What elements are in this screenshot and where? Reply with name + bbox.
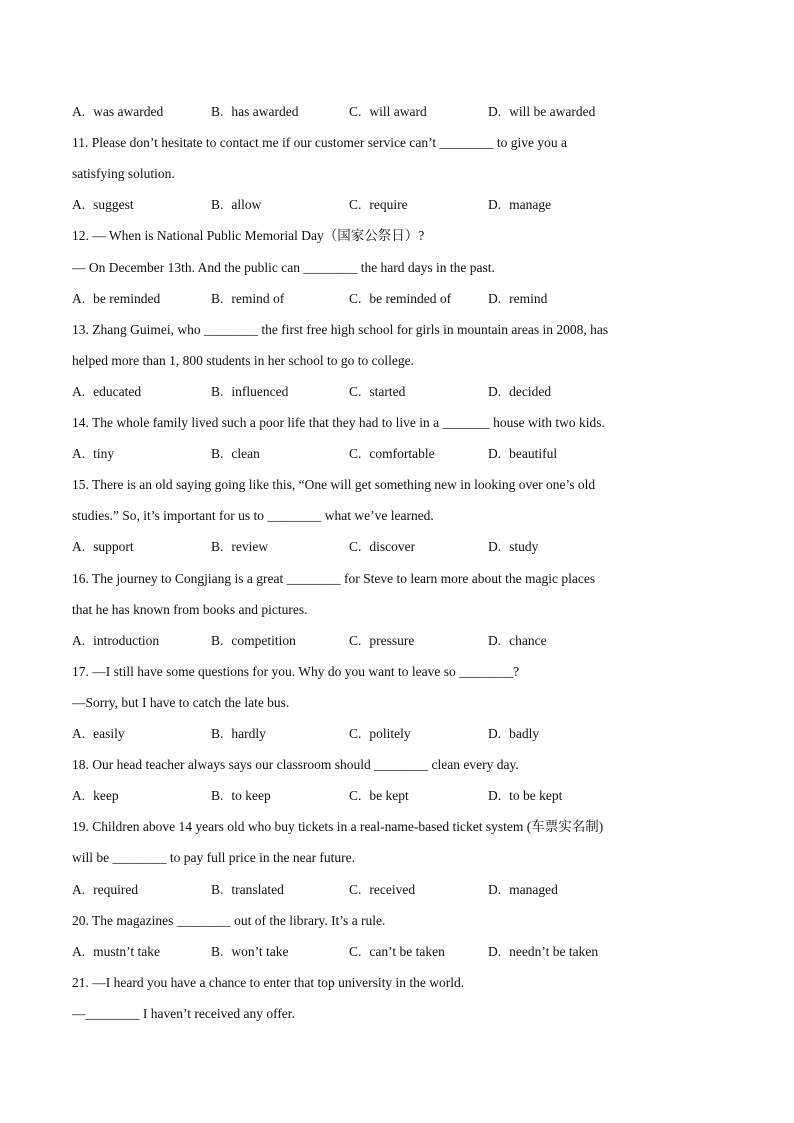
- option-c: [349, 725, 411, 743]
- option-d: [488, 881, 558, 899]
- option-a: [72, 943, 160, 961]
- option-text: review: [231, 539, 269, 555]
- option-letter: D.: [488, 197, 502, 213]
- option-text: support: [93, 539, 134, 555]
- option-letter: D.: [488, 539, 502, 555]
- option-text: be reminded of: [369, 290, 452, 306]
- option-letter: A.: [72, 104, 86, 119]
- option-b: [211, 196, 261, 214]
- option-b: [211, 538, 268, 556]
- option-d: [488, 787, 562, 805]
- option-c: [349, 632, 414, 650]
- option-letter: D.: [488, 726, 502, 741]
- options-row: [72, 383, 724, 401]
- option-text: mustn’t take: [93, 943, 160, 959]
- option-letter: B.: [211, 539, 224, 555]
- option-letter: C.: [349, 632, 362, 648]
- option-text: needn’t be taken: [509, 943, 599, 959]
- option-text: influenced: [231, 383, 289, 399]
- option-letter: D.: [488, 290, 502, 306]
- option-letter: D.: [488, 788, 502, 804]
- option-letter: C.: [349, 539, 362, 555]
- option-text: remind of: [231, 290, 285, 306]
- question-text-line: — On December 13th. And the public can ________ the hard days in the past.: [72, 259, 495, 275]
- option-b: [211, 787, 271, 805]
- option-text: manage: [509, 197, 552, 213]
- option-letter: D.: [488, 383, 502, 399]
- option-letter: B.: [211, 726, 224, 741]
- option-letter: C.: [349, 726, 362, 741]
- option-letter: B.: [211, 104, 224, 119]
- option-c: [349, 445, 435, 463]
- option-text: be reminded: [93, 290, 161, 306]
- option-a: [72, 196, 134, 214]
- question-text-line: 18. Our head teacher always says our classroom should ________ clean every day.: [72, 757, 519, 773]
- option-b: [211, 103, 298, 121]
- option-text: suggest: [93, 197, 134, 213]
- option-c: [349, 943, 445, 961]
- question-text-line: satisfying solution.: [72, 166, 175, 182]
- question-text-line: that he has known from books and pictures.: [72, 601, 308, 617]
- question-text-line: studies.” So, it’s important for us to ________ what we’ve learned.: [72, 508, 434, 524]
- question-text-line: 20. The magazines ________ out of the library. It’s a rule.: [72, 912, 386, 928]
- option-letter: D.: [488, 632, 502, 648]
- option-text: to keep: [231, 788, 271, 804]
- option-text: chance: [509, 632, 547, 648]
- question-text-line: 12. — When is National Public Memorial Day（国家公祭日）?: [72, 228, 425, 244]
- option-d: [488, 725, 539, 743]
- option-d: [488, 943, 598, 961]
- option-letter: A.: [72, 943, 86, 959]
- options-row: [72, 290, 724, 308]
- question-text-line: 14. The whole family lived such a poor life that they had to live in a _______ house with two kids.: [72, 415, 605, 430]
- option-letter: A.: [72, 383, 86, 399]
- option-text: beautiful: [509, 446, 558, 462]
- option-text: pressure: [369, 632, 415, 648]
- option-text: tiny: [93, 446, 115, 462]
- option-letter: D.: [488, 881, 502, 897]
- option-a: [72, 881, 138, 899]
- question-text-line: 17. —I still have some questions for you. Why do you want to leave so ________?: [72, 663, 520, 679]
- option-text: politely: [369, 726, 411, 741]
- option-letter: D.: [488, 943, 502, 959]
- option-a: [72, 445, 114, 463]
- option-letter: B.: [211, 290, 224, 306]
- options-row: [72, 445, 724, 463]
- question-text-line: will be ________ to pay full price in the near future.: [72, 850, 356, 866]
- option-letter: C.: [349, 104, 362, 119]
- options-row: [72, 632, 724, 650]
- option-text: require: [369, 197, 408, 213]
- option-d: [488, 103, 595, 121]
- option-a: [72, 787, 119, 805]
- options-row: [72, 103, 724, 121]
- option-letter: C.: [349, 943, 362, 959]
- option-text: educated: [93, 383, 142, 399]
- question-text-line: —________ I haven’t received any offer.: [72, 1005, 295, 1021]
- option-letter: B.: [211, 197, 224, 213]
- option-a: [72, 383, 141, 401]
- question-text-line: 13. Zhang Guimei, who ________ the first free high school for girls in mountain areas in 2008, has: [72, 321, 609, 337]
- option-text: comfortable: [369, 446, 435, 462]
- option-b: [211, 290, 284, 308]
- option-text: badly: [509, 726, 540, 741]
- option-d: [488, 538, 538, 556]
- option-letter: A.: [72, 290, 86, 306]
- option-text: be kept: [369, 788, 409, 804]
- option-text: discover: [369, 539, 416, 555]
- question-text-line: —Sorry, but I have to catch the late bus.: [72, 694, 290, 710]
- option-a: [72, 290, 160, 308]
- option-text: started: [369, 383, 406, 399]
- option-c: [349, 787, 409, 805]
- option-text: keep: [93, 788, 119, 804]
- option-text: will award: [369, 104, 427, 119]
- option-letter: A.: [72, 197, 86, 213]
- question-text-line: 16. The journey to Congjiang is a great ________ for Steve to learn more about the magic places: [72, 570, 596, 586]
- option-letter: D.: [488, 104, 502, 119]
- option-letter: D.: [488, 446, 502, 462]
- option-letter: B.: [211, 383, 224, 399]
- question-text-line: 11. Please don’t hesitate to contact me if our customer service can’t ________ to give you a: [72, 135, 567, 151]
- option-text: has awarded: [231, 104, 299, 119]
- option-b: [211, 383, 288, 401]
- option-letter: C.: [349, 197, 362, 213]
- option-text: study: [509, 539, 539, 555]
- question-text-line: 19. Children above 14 years old who buy tickets in a real-name-based ticket system (车票实名制): [72, 819, 604, 835]
- option-letter: A.: [72, 539, 86, 555]
- options-row: [72, 725, 724, 743]
- option-a: [72, 103, 163, 121]
- option-letter: A.: [72, 632, 86, 648]
- option-text: to be kept: [509, 788, 563, 804]
- option-letter: A.: [72, 726, 86, 741]
- option-text: decided: [509, 383, 552, 399]
- option-b: [211, 725, 266, 743]
- option-text: was awarded: [93, 104, 164, 119]
- option-text: clean: [231, 446, 260, 462]
- option-text: introduction: [93, 632, 160, 648]
- option-b: [211, 881, 284, 899]
- option-letter: A.: [72, 788, 86, 804]
- option-text: required: [93, 881, 139, 897]
- option-text: allow: [231, 197, 262, 213]
- option-text: hardly: [231, 726, 266, 741]
- option-text: will be awarded: [509, 104, 596, 119]
- option-c: [349, 103, 427, 121]
- question-text-line: 21. —I heard you have a chance to enter that top university in the world.: [72, 974, 465, 990]
- option-text: managed: [509, 881, 558, 897]
- option-letter: B.: [211, 632, 224, 648]
- option-c: [349, 290, 451, 308]
- option-text: remind: [509, 290, 548, 306]
- option-letter: B.: [211, 446, 224, 462]
- options-row: [72, 787, 724, 805]
- option-letter: C.: [349, 788, 362, 804]
- option-d: [488, 445, 557, 463]
- option-letter: B.: [211, 881, 224, 897]
- options-row: [72, 881, 724, 899]
- option-d: [488, 632, 547, 650]
- option-d: [488, 290, 547, 308]
- option-text: won’t take: [231, 943, 289, 959]
- option-letter: B.: [211, 788, 224, 804]
- question-text-line: helped more than 1, 800 students in her school to go to college.: [72, 352, 414, 368]
- option-letter: A.: [72, 446, 86, 462]
- option-text: can’t be taken: [369, 943, 445, 959]
- option-letter: C.: [349, 290, 362, 306]
- option-c: [349, 538, 415, 556]
- question-text-line: 15. There is an old saying going like this, “One will get something new in looking over one’s old: [72, 477, 596, 493]
- option-a: [72, 538, 134, 556]
- option-letter: A.: [72, 881, 86, 897]
- option-c: [349, 383, 405, 401]
- option-b: [211, 445, 260, 463]
- option-d: [488, 383, 551, 401]
- options-row: [72, 943, 724, 961]
- option-text: competition: [231, 632, 296, 648]
- option-letter: B.: [211, 943, 224, 959]
- options-row: [72, 196, 724, 214]
- option-d: [488, 196, 551, 214]
- option-letter: C.: [349, 881, 362, 897]
- option-c: [349, 196, 408, 214]
- option-text: easily: [93, 726, 125, 741]
- option-letter: C.: [349, 383, 362, 399]
- option-b: [211, 632, 296, 650]
- option-text: translated: [231, 881, 284, 897]
- option-a: [72, 632, 159, 650]
- option-b: [211, 943, 289, 961]
- options-row: [72, 538, 724, 556]
- option-a: [72, 725, 125, 743]
- option-letter: C.: [349, 446, 362, 462]
- option-text: received: [369, 881, 416, 897]
- option-c: [349, 881, 415, 899]
